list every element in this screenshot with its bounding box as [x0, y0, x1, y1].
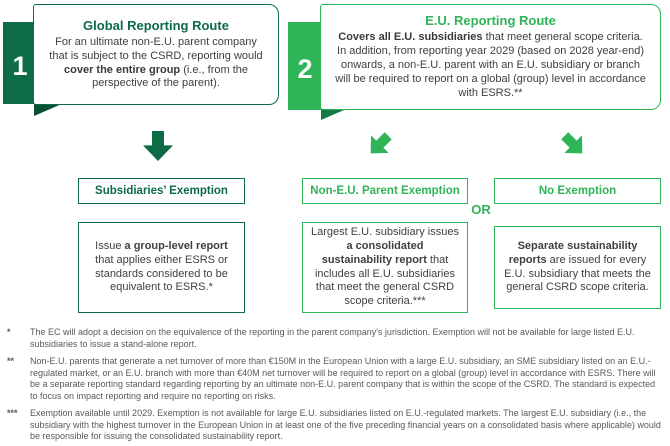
no-exemption-outcome-text: Separate sustainability reports are issued for every E.U. subsidiary that meets the general CSRD scope criteria.	[504, 239, 651, 294]
footnote-2-text: Non-E.U. parents that generate a net turnover of more than €150M in the European Union with a large E.U. subsidiary, an SME subsidiary listed on an E.U.-regulated market, or an E.U. branch with more than €40M net turnover will be required to report on a global (group) level in accordance with ESRS. There will be a separate reporting standard regarding reporting by an ultimate non-E.U. parent company that is within the scope of the CSRD. The standard is expected to focus on impact reporting and require no reporting on risks.	[30, 356, 656, 401]
route-1-number: 1	[12, 50, 28, 81]
footnote-2-marker: **	[7, 356, 15, 366]
route-1-down-arrow-icon	[143, 131, 173, 161]
route-1-title: Global Reporting Route	[83, 17, 229, 33]
route-2-card	[320, 4, 661, 110]
no-exemption-label: No Exemption	[494, 178, 661, 204]
route-2-down-right-arrow-icon	[556, 127, 591, 162]
footnote-2	[7, 356, 665, 402]
non-eu-parent-exemption-label: Non-E.U. Parent Exemption	[302, 178, 468, 204]
route-2-title: E.U. Reporting Route	[425, 13, 556, 29]
footnote-1-marker: *	[7, 327, 11, 337]
footnote-3-text: Exemption available until 2029. Exemption is not available for large E.U. subsidiaries listed on E.U.-regulated markets. The largest E.U. subsidiary (i.e., the subsidiary with the highest turnover in the European Union in at least one of the five preceding financial years on a consolidated basis where applicable) would be responsible for issuing the consolidated sustainability report.	[30, 408, 661, 441]
or-connector-label: OR	[471, 202, 491, 217]
footnote-1	[7, 327, 665, 350]
route-2-down-left-arrow-icon	[362, 127, 397, 162]
subsidiaries-exemption-outcome	[78, 222, 245, 313]
route-2-number: 2	[297, 53, 313, 84]
route-2-number-ribbon	[288, 22, 322, 110]
footnote-1-text: The EC will adopt a decision on the equivalence of the reporting in the parent company's jurisdiction. Exemption will not be available for large listed E.U. subsidiaries to issue a stand-alone report.	[30, 327, 635, 349]
route-1-number-ribbon	[3, 22, 37, 104]
subsidiaries-exemption-label: Subsidiaries’ Exemption	[78, 178, 245, 204]
route-2-description: Covers all E.U. subsidiaries that meet general scope criteria. In addition, from reporting year 2029 (based on 2028 year-end) onwards, a non-E.U. parent with an E.U. subsidiary or branch will be required to report on a global (group) level in accordance with ESRS.**	[335, 31, 646, 99]
non-eu-parent-exemption-outcome	[302, 222, 468, 313]
footnotes-section	[7, 327, 665, 446]
non-eu-parent-exemption-outcome-text: Largest E.U. subsidiary issues a consolidated sustainability report that includes all E.U. subsidiaries that meet the general CSRD scope criteria.***	[311, 225, 459, 308]
subsidiaries-exemption-outcome-text: Issue a group-level report that applies either ESRS or standards considered to be equivalent to ESRS.*	[95, 239, 228, 294]
route-1-card	[33, 4, 279, 105]
route-1-description: For an ultimate non-E.U. parent company that is subject to the CSRD, reporting would cover the entire group (i.e., from the perspective of the parent).	[49, 35, 263, 90]
footnote-3-marker: ***	[7, 408, 18, 418]
footnote-3	[7, 408, 665, 443]
no-exemption-outcome	[494, 226, 661, 309]
